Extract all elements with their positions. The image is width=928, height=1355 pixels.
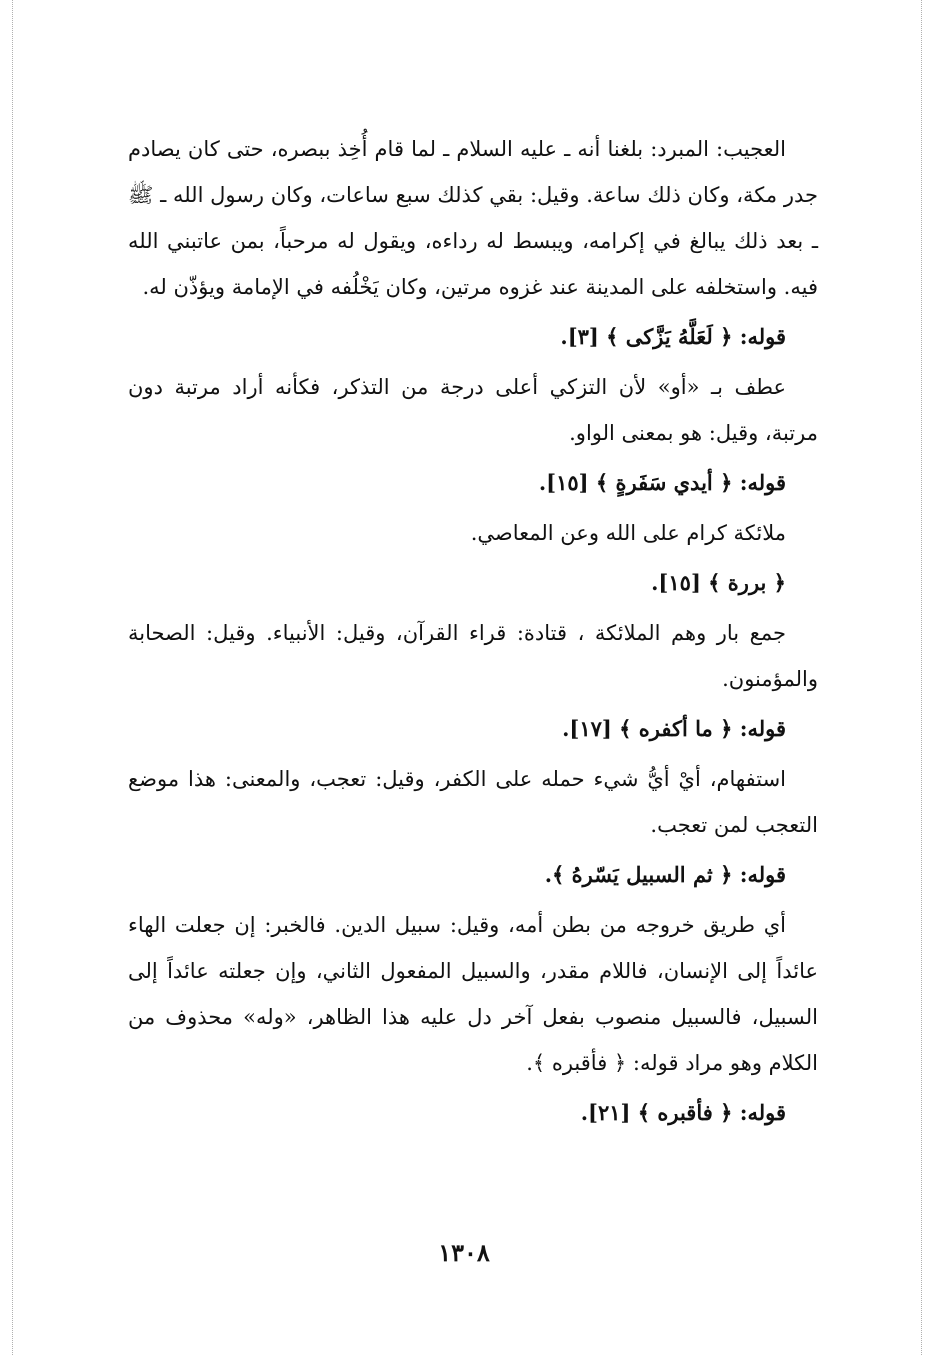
verse-heading-sabil: قوله: ﴿ ثم السبيل يَسّرهُ ﴾. — [544, 862, 786, 887]
scan-edge-left — [12, 0, 13, 1355]
paragraph-malaika: ملائكة كرام على الله وعن المعاصي. — [470, 521, 786, 545]
paragraph-istifham: استفهام، أيْ أيُّ شيء حمله على الكفر، وقيل: تعجب، والمعنى: هذا موضع التعجب لمن تعجب. — [128, 767, 818, 837]
page-number: ١٣٠٨ — [438, 1238, 490, 1267]
verse-heading-17: قوله: ﴿ ما أكفره ﴾ [١٧]. — [562, 716, 786, 741]
verse-heading-3: قوله: ﴿ لَعَلَّهُ يَزَّكى ﴾ [٣]. — [560, 324, 786, 349]
verse-heading-21: قوله: ﴿ فأقبره ﴾ [٢١]. — [580, 1100, 786, 1125]
paragraph-atf: عطف بـ «أو» لأن التزكي أعلى درجة من التذكر، فكأنه أراد مرتبة دون مرتبة، وقيل: هو بمعنى الواو. — [128, 375, 818, 445]
scan-edge-right — [921, 0, 922, 1355]
paragraph-tariq: أي طريق خروجه من بطن أمه، وقيل: سبيل الدين. فالخبر: إن جعلت الهاء عائداً إلى الإنسان، فاللام مقدر، والسبيل المفعول الثاني، وإن جعلته عائداً إلى السبيل، فالسبيل منصوب بفعل آخر دل عليه هذا الظاهر، «وله» محذوف من الكلام وهو مراد قوله: ﴿ فأقبره ﴾. — [128, 913, 818, 1075]
body-text — [128, 126, 818, 1140]
verse-heading-15b: ﴿ بررة ﴾ [١٥]. — [651, 570, 786, 595]
paragraph-jam: جمع بار وهم الملائكة ، قتادة: قراء القرآن، وقيل: الأنبياء. وقيل: الصحابة والمؤمنون. — [128, 621, 818, 691]
paragraph-ajib: العجيب: المبرد: بلغنا أنه ـ عليه السلام ـ لما قام أُخِذ ببصره، حتى كان يصادم جدر مكة، وكان ذلك ساعة. وقيل: بقي كذلك سبع ساعات، وكان رسول الله ـ ﷺ ـ بعد ذلك يبالغ في إكرامه، ويبسط له رداءه، ويقول له مرحباً، بمن عاتبني الله فيه. واستخلفه على المدينة عند غزوه مرتين، وكان يَخْلُفه في الإمامة ويؤذّن له. — [128, 137, 818, 299]
verse-heading-15a: قوله: ﴿ أيدي سَفَرةٍ ﴾ [١٥]. — [538, 470, 786, 495]
